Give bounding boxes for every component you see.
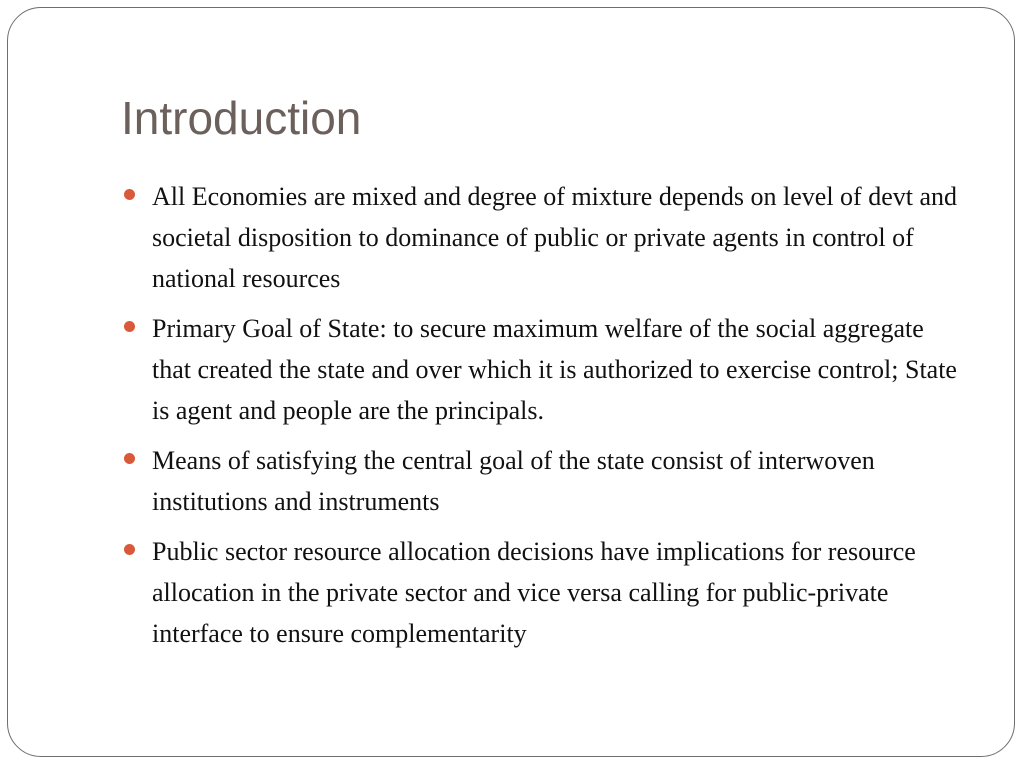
bullet-text: Public sector resource allocation decisions have implications for resource allocation in the private sector and vice versa calling for public-private interface to ensure complementarity (152, 537, 916, 648)
bullet-dot-icon (124, 544, 135, 555)
bullet-item (121, 308, 961, 431)
bullet-dot-icon (124, 453, 135, 464)
bullet-dot-icon (124, 189, 135, 200)
bullet-text: All Economies are mixed and degree of mixture depends on level of devt and societal disposition to dominance of public or private agents in control of national resources (152, 182, 958, 293)
bullet-item (121, 176, 961, 299)
bullet-list (121, 176, 961, 663)
bullet-text: Primary Goal of State: to secure maximum welfare of the social aggregate that created the state and over which it is authorized to exercise control; State is agent and people are the principals. (152, 314, 957, 425)
bullet-dot-icon (124, 321, 135, 332)
slide-frame (7, 7, 1015, 757)
bullet-item (121, 440, 961, 522)
bullet-item (121, 531, 961, 654)
bullet-text: Means of satisfying the central goal of the state consist of interwoven institutions and instruments (152, 446, 875, 516)
slide-title: Introduction (121, 92, 362, 144)
